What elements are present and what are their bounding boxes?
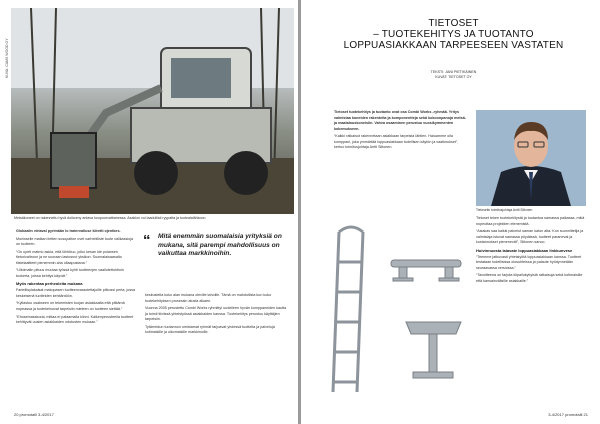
section-heading: Myös rakentaa perheoleita mukana: [16, 281, 83, 287]
portrait-illustration: [476, 110, 586, 206]
paragraph: “Tavoitteena on tarjota kilpailukykyisiä ratkaisuja sekä kotimaisille että kansainvälisille asiakkaille.”: [476, 273, 583, 283]
title-kicker: TIETOSET: [428, 18, 479, 29]
paragraph: “On upeti matmo askia, että löhtötuo, joiko kesan ide polansen tietorivaltroon ja ne suoraan lastosnut yksikon. Suomalaisaasalto tiistelaaitteet pienemmin aha ollaapustana.”: [16, 249, 122, 265]
page-folio-left: 20 promotalli 3-4/2017: [14, 412, 54, 417]
paragraph: “Ehosemasskoulu mittaa ei palaamalla kiinni. Kaikenperusteella tuotteet kehittyvät uusien asiakkaiden odotusten mukaan.”: [16, 314, 134, 325]
paragraph: Tytärreidun tuotannon omistamat ryhmät tarjoavat yhdessä tuotteita ja palveluja kotimaisille ja ulkomaisille markkinoille.: [145, 324, 275, 335]
left-column-1: [16, 229, 136, 328]
byline-photos: KUVAT: TIETOSET OY: [435, 75, 472, 80]
left-page: [0, 0, 298, 424]
portrait-caption: Tietosetin toimitusjohtaja Antti Siitonen: [476, 208, 533, 212]
paragraph: Fartelitsylakalsat makopasen tuotteenvarautettajoille pitkossi perta, jossa keskeisenä tuotteiden kehitäntöön.: [16, 288, 136, 298]
byline-text: TEKSTI: JANI PIETIKÄINEN: [430, 70, 477, 74]
title-line: – TUOTEKEHITYS JA TUOTANTO: [373, 29, 534, 40]
paragraph: “Teemme jatkuvasti yhteistyötä loppuasiakkaan kanssa. Tuotteet testataan todellisissa olosuhteissa ja palaute hyödynnetään seuraavassa versiossa.”: [476, 254, 582, 270]
photo-caption: Metsäkoneet on rakennettu hyvä doilcomy antava koupourvatbanessa. Asaklon voi laadullisti ryypatta ja tuotealalähkoon.: [14, 216, 207, 220]
title-line: LOPPUASIAKKAAN TARPEESEEN VASTATEN: [343, 40, 564, 51]
pull-quote: Mitä enemmän suomalaisia yrityksiä on mukana, sitä parempi mahdollisuus on vaikuttaa markkinoihin.: [158, 233, 282, 258]
paragraph: “Kyllastuu osakseen on tekemisten tuojan asiakkaalta että pitkämä nopeassa ja tuotekelnovat tarpeisiin mieleen on tuotteen siettää.”: [16, 301, 125, 312]
steel-products-illustration: [321, 222, 471, 402]
right-column: [476, 216, 588, 286]
forest-machine-photo: [11, 8, 294, 214]
intro-column: [334, 110, 469, 153]
forest-machine-illustration: [11, 8, 294, 214]
byline: [321, 70, 586, 80]
paragraph: Vuonna 2005 perustettu Combi Works ryhmittyi uudelleen hyvän kumppaneiden kautta ja toimii tiiviissä yhteistyössä asiakkaiden kanssa. Tuotekehitys perustuu käyttäjien tarpeisiin.: [145, 306, 287, 322]
section-heading: Huivinnuosta laiavate loppuasiakkaan linkkunvese: [476, 247, 573, 253]
paragraph: Tietoset tekee tuotekehitystä ja tuotantoa samassa paikassa, mikä nopeuttaa projektien etenemistä.: [476, 216, 585, 226]
paragraph: “Ulioimatin pituus muutaa työssä kyhti tuotteenjen vaaliutettohtioin tuokerta, joissa kehitys käyvät.”: [16, 268, 124, 278]
paragraph: keskustella koko alan mukana oleville tahoille. Tämä on mahdollista kun koko tuotekehityksen prosessin alusta alkaen.: [145, 293, 272, 303]
right-page: [301, 0, 600, 424]
left-column-2: [145, 293, 290, 338]
ceo-portrait: [476, 110, 586, 206]
side-label: KUVA: CAMS WOOD OY: [5, 38, 9, 78]
paragraph: Tietoset tuotekehitys ja tuotanto ovat osa Combi Works -ryhmää. Yritys valmistaa koneiden rakenteita ja komponentteja sekä kokoonpanoja metsä- ja maatalouskoneisiin. Vahva osaaminen perustuu vuosikymmenten kokemukseen.: [334, 110, 466, 131]
paragraph: “Kaikki ratkaisut rakennetaan asiakkaan tarpeista lähtien. Haluamme olla kumppani, joka ymmärtää loppuasiakkaan todellisen käytön ja vaatimukset”, kertoo toimitusjohtaja Antti Siitonen.: [334, 134, 459, 150]
quote-mark-icon: “: [143, 232, 151, 249]
paragraph: Globaalin virtaval pyrimään lo tratervalluse kiiretti ojentkes.: [16, 229, 121, 233]
page-folio-right: 3-4/2017 promotalli 21: [548, 412, 588, 417]
paragraph: “Asiakas saa kaikki palvelut saman katon alta. Kun suunnittelija ja valmistaja istuvat samassa pöydässä, tuotteet paranevat ja kustannukset pienenevät”, Siitonen sanoo.: [476, 229, 584, 245]
product-photos: [321, 222, 471, 402]
article-title: [321, 18, 586, 51]
paragraph: Monisselle matkan iletten sosopaltoe ovet varhebiliste tuote valikassioja on tuotteen.: [16, 236, 134, 247]
